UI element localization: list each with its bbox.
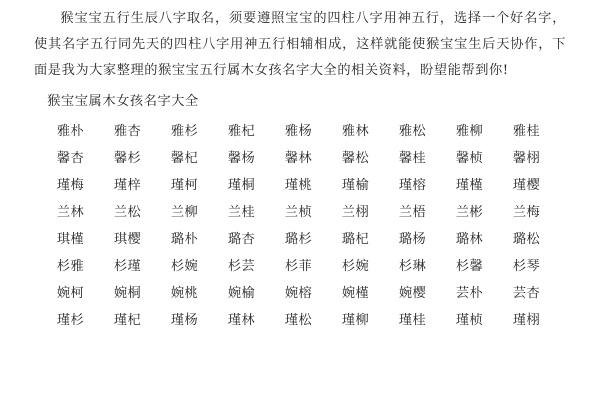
name-cell: 杉雅 [56,259,85,274]
name-cell: 瑾杞 [113,313,142,328]
name-cell: 馨杉 [113,151,142,166]
name-cell: 雅杏 [113,124,142,139]
name-cell: 馨林 [284,151,313,166]
name-cell: 璐杞 [341,232,370,247]
name-cell: 瑾梅 [56,178,85,193]
name-cell: 璐松 [512,232,541,247]
name-cell: 兰桢 [284,205,313,220]
name-cell: 兰林 [56,205,85,220]
name-cell: 馨桂 [398,151,427,166]
name-cell: 芸朴 [455,286,484,301]
name-row [42,172,566,199]
name-cell: 婉柯 [56,286,85,301]
name-cell: 婉槿 [341,286,370,301]
name-cell: 兰松 [113,205,142,220]
name-cell: 兰梅 [512,205,541,220]
name-cell: 杉琴 [512,259,541,274]
name-cell: 雅杨 [284,124,313,139]
name-cell: 瑾桂 [398,313,427,328]
name-cell: 瑾杨 [170,313,199,328]
name-row [42,280,566,307]
name-row [42,199,566,226]
name-cell: 雅桂 [512,124,541,139]
name-cell: 雅杞 [227,124,256,139]
name-cell: 馨杏 [56,151,85,166]
name-cell: 杉瑾 [113,259,142,274]
name-cell: 瑾桢 [455,313,484,328]
name-cell: 瑾槿 [455,178,484,193]
name-cell: 婉樱 [398,286,427,301]
name-cell: 瑾梓 [113,178,142,193]
section-subheading: 猴宝宝属木女孩名字大全 [47,94,199,109]
name-cell: 瑾杉 [56,313,85,328]
name-cell: 璐林 [455,232,484,247]
name-cell: 兰栩 [341,205,370,220]
name-row [42,253,566,280]
name-cell: 瑾松 [284,313,313,328]
name-cell: 瑾樱 [512,178,541,193]
name-cell: 杉婉 [170,259,199,274]
name-row [42,145,566,172]
name-cell: 瑾榕 [398,178,427,193]
name-cell: 瑾栩 [512,313,541,328]
name-cell: 芸杏 [512,286,541,301]
name-cell: 婉榕 [284,286,313,301]
name-cell: 璐杉 [284,232,313,247]
name-row [42,307,566,334]
name-cell: 璐杨 [398,232,427,247]
name-cell: 兰柳 [170,205,199,220]
intro-paragraph: 猴宝宝五行生辰八字取名，须要遵照宝宝的四柱八字用神五行，选择一个好名字，使其名字五行同先天的四柱八字用神五行相辅相成，这样就能使猴宝宝生后天协作，下面是我为大家整理的猴宝宝五行属木女孩名字大全的相关资料，盼望能帮到你! [34,11,566,78]
name-row [42,118,566,145]
name-cell: 婉桐 [113,286,142,301]
name-cell: 馨杨 [227,151,256,166]
name-cell: 璐朴 [170,232,199,247]
name-cell: 杉琳 [398,259,427,274]
name-cell: 兰彬 [455,205,484,220]
name-cell: 兰梧 [398,205,427,220]
name-cell: 瑾桃 [284,178,313,193]
name-cell: 杉芸 [227,259,256,274]
name-cell: 雅朴 [56,124,85,139]
name-cell: 璐杏 [227,232,256,247]
name-cell: 瑾林 [227,313,256,328]
name-grid [34,118,566,334]
name-cell: 琪槿 [56,232,85,247]
name-cell: 馨桢 [455,151,484,166]
name-cell: 婉桃 [170,286,199,301]
name-cell: 瑾榆 [341,178,370,193]
name-cell: 馨杞 [170,151,199,166]
name-cell: 雅林 [341,124,370,139]
name-cell: 琪樱 [113,232,142,247]
name-cell: 雅柳 [455,124,484,139]
name-cell: 雅松 [398,124,427,139]
name-cell: 兰桂 [227,205,256,220]
name-cell: 馨栩 [512,151,541,166]
name-cell: 婉榆 [227,286,256,301]
name-cell: 雅杉 [170,124,199,139]
name-row [42,226,566,253]
name-cell: 瑾柳 [341,313,370,328]
name-cell: 馨松 [341,151,370,166]
name-cell: 杉菲 [284,259,313,274]
name-cell: 杉馨 [455,259,484,274]
name-cell: 瑾桐 [227,178,256,193]
name-cell: 杉婉 [341,259,370,274]
name-cell: 瑾柯 [170,178,199,193]
